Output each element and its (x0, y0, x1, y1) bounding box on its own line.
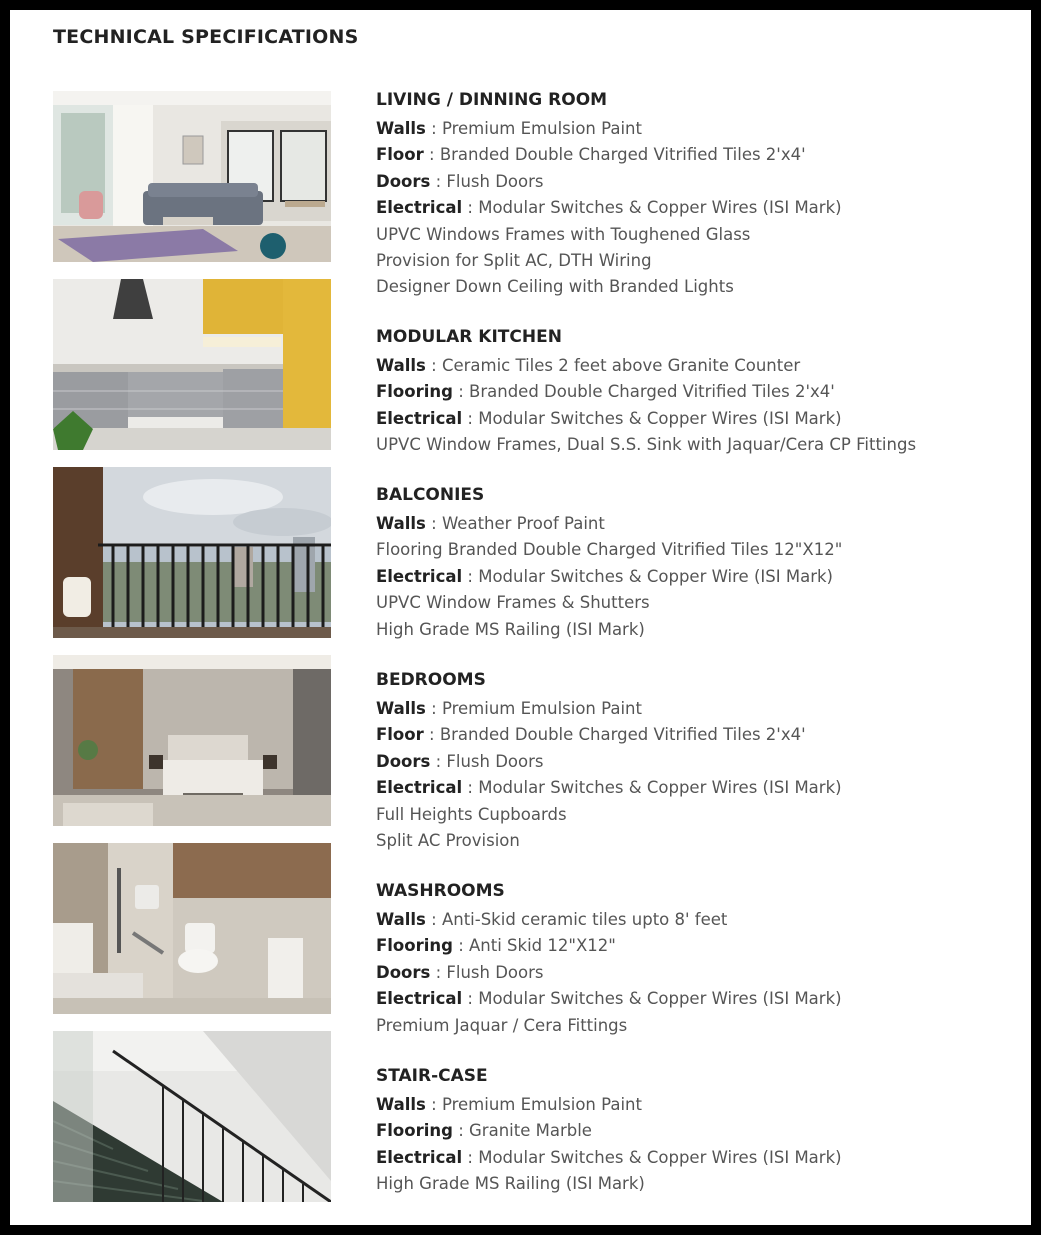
spec-value: Modular Switches & Copper Wires (ISI Mark) (478, 408, 842, 428)
spec-line: Floor : Branded Double Charged Vitrified Tiles 2'x4' (376, 145, 806, 165)
spec-value: Flush Doors (446, 962, 544, 982)
spec-label: Electrical (376, 198, 463, 218)
spec-line: Flooring : Granite Marble (376, 1121, 592, 1141)
spec-value: Premium Emulsion Paint (441, 119, 642, 138)
spec-label: Flooring (376, 382, 453, 402)
spec-line: Flooring : Anti Skid 12"X12" (376, 936, 616, 956)
spec-line: UPVC Window Frames, Dual S.S. Sink with Jaquar/Cera CP Fittings (376, 435, 917, 455)
spec-line: Walls : Ceramic Tiles 2 feet above Granite Counter (376, 356, 801, 375)
section-bedrooms (376, 670, 1016, 854)
spec-value: Modular Switches & Copper Wires (ISI Mark) (478, 989, 842, 1009)
spec-line: Provision for Split AC, DTH Wiring (376, 251, 652, 271)
spec-label: Electrical (376, 989, 463, 1009)
spec-value: Premium Emulsion Paint (441, 1095, 642, 1114)
spec-line: Premium Jaquar / Cera Fittings (376, 1015, 628, 1035)
section-title: STAIR-CASE (376, 1066, 488, 1086)
spec-label: Electrical (376, 566, 463, 586)
spec-line: Walls : Premium Emulsion Paint (376, 699, 642, 718)
spec-label: Electrical (376, 1147, 463, 1167)
spec-value: Premium Emulsion Paint (441, 699, 642, 718)
spec-page (10, 10, 1031, 1225)
section-modular-kitchen (376, 327, 1016, 459)
section-title: LIVING / DINNING ROOM (376, 90, 608, 110)
spec-label: Flooring (376, 936, 453, 956)
spec-line: Electrical : Modular Switches & Copper Wires (ISI Mark) (376, 778, 842, 798)
spec-line: Flooring : Branded Double Charged Vitrified Tiles 2'x4' (376, 382, 835, 402)
section-title: WASHROOMS (376, 881, 505, 901)
living-room-photo (53, 91, 331, 262)
spec-label: Walls (376, 514, 426, 533)
spec-line: Doors : Flush Doors (376, 962, 544, 982)
spec-label: Electrical (376, 778, 463, 798)
spec-value: Modular Switches & Copper Wires (ISI Mark) (478, 778, 842, 798)
spec-value: Granite Marble (469, 1121, 592, 1141)
spec-line: Walls : Premium Emulsion Paint (376, 119, 642, 138)
spec-label: Doors (376, 751, 431, 771)
spec-line: UPVC Window Frames & Shutters (376, 593, 650, 613)
spec-line: Designer Down Ceiling with Branded Lights (376, 277, 734, 297)
spec-value: Anti Skid 12"X12" (469, 936, 616, 956)
spec-value: Weather Proof Paint (441, 514, 605, 533)
spec-line: High Grade MS Railing (ISI Mark) (376, 619, 645, 639)
spec-label: Floor (376, 145, 424, 165)
spec-line: Flooring Branded Double Charged Vitrified Tiles 12"X12" (376, 540, 843, 560)
spec-label: Walls (376, 699, 426, 718)
spec-label: Doors (376, 171, 431, 191)
spec-value: Branded Double Charged Vitrified Tiles 2'x4' (439, 145, 806, 165)
balcony-photo (53, 467, 331, 638)
spec-line: High Grade MS Railing (ISI Mark) (376, 1174, 645, 1194)
staircase-photo (53, 1031, 331, 1202)
spec-value: Modular Switches & Copper Wires (ISI Mark) (478, 198, 842, 218)
spec-value: Flush Doors (446, 751, 544, 771)
spec-line: Walls : Anti-Skid ceramic tiles upto 8' feet (376, 910, 728, 929)
spec-line: Full Heights Cupboards (376, 804, 567, 824)
spec-line: Split AC Provision (376, 831, 520, 851)
spec-line: Electrical : Modular Switches & Copper Wires (ISI Mark) (376, 408, 842, 428)
spec-label: Walls (376, 1095, 426, 1114)
section-staircase (376, 1066, 1016, 1198)
spec-line: UPVC Windows Frames with Toughened Glass (376, 224, 751, 244)
spec-label: Doors (376, 962, 431, 982)
spec-line: Electrical : Modular Switches & Copper Wires (ISI Mark) (376, 198, 842, 218)
spec-label: Floor (376, 725, 424, 745)
spec-label: Walls (376, 356, 426, 375)
spec-label: Electrical (376, 408, 463, 428)
spec-value: Branded Double Charged Vitrified Tiles 2'x4' (439, 725, 806, 745)
spec-line: Electrical : Modular Switches & Copper Wires (ISI Mark) (376, 989, 842, 1009)
page-title: TECHNICAL SPECIFICATIONS (53, 26, 359, 48)
bedroom-photo (53, 655, 331, 826)
spec-line: Electrical : Modular Switches & Copper Wire (ISI Mark) (376, 566, 833, 586)
spec-label: Walls (376, 119, 426, 138)
section-balconies (376, 485, 1016, 643)
spec-line: Floor : Branded Double Charged Vitrified Tiles 2'x4' (376, 725, 806, 745)
spec-value: Ceramic Tiles 2 feet above Granite Counter (441, 356, 801, 375)
section-living-dining (376, 90, 1016, 301)
spec-line: Walls : Weather Proof Paint (376, 514, 605, 533)
spec-value: Anti-Skid ceramic tiles upto 8' feet (441, 910, 728, 929)
kitchen-photo (53, 279, 331, 450)
section-title: BALCONIES (376, 485, 485, 505)
spec-value: Branded Double Charged Vitrified Tiles 2'x4' (469, 382, 835, 402)
section-title: BEDROOMS (376, 670, 486, 690)
spec-label: Flooring (376, 1121, 453, 1141)
spec-label: Walls (376, 910, 426, 929)
spec-value: Modular Switches & Copper Wire (ISI Mark) (478, 566, 833, 586)
section-washrooms (376, 881, 1016, 1039)
spec-line: Walls : Premium Emulsion Paint (376, 1095, 642, 1114)
spec-value: Modular Switches & Copper Wires (ISI Mark) (478, 1147, 842, 1167)
spec-line: Doors : Flush Doors (376, 171, 544, 191)
washroom-photo (53, 843, 331, 1014)
spec-line: Electrical : Modular Switches & Copper Wires (ISI Mark) (376, 1147, 842, 1167)
section-title: MODULAR KITCHEN (376, 327, 562, 347)
spec-value: Flush Doors (446, 171, 544, 191)
spec-line: Doors : Flush Doors (376, 751, 544, 771)
